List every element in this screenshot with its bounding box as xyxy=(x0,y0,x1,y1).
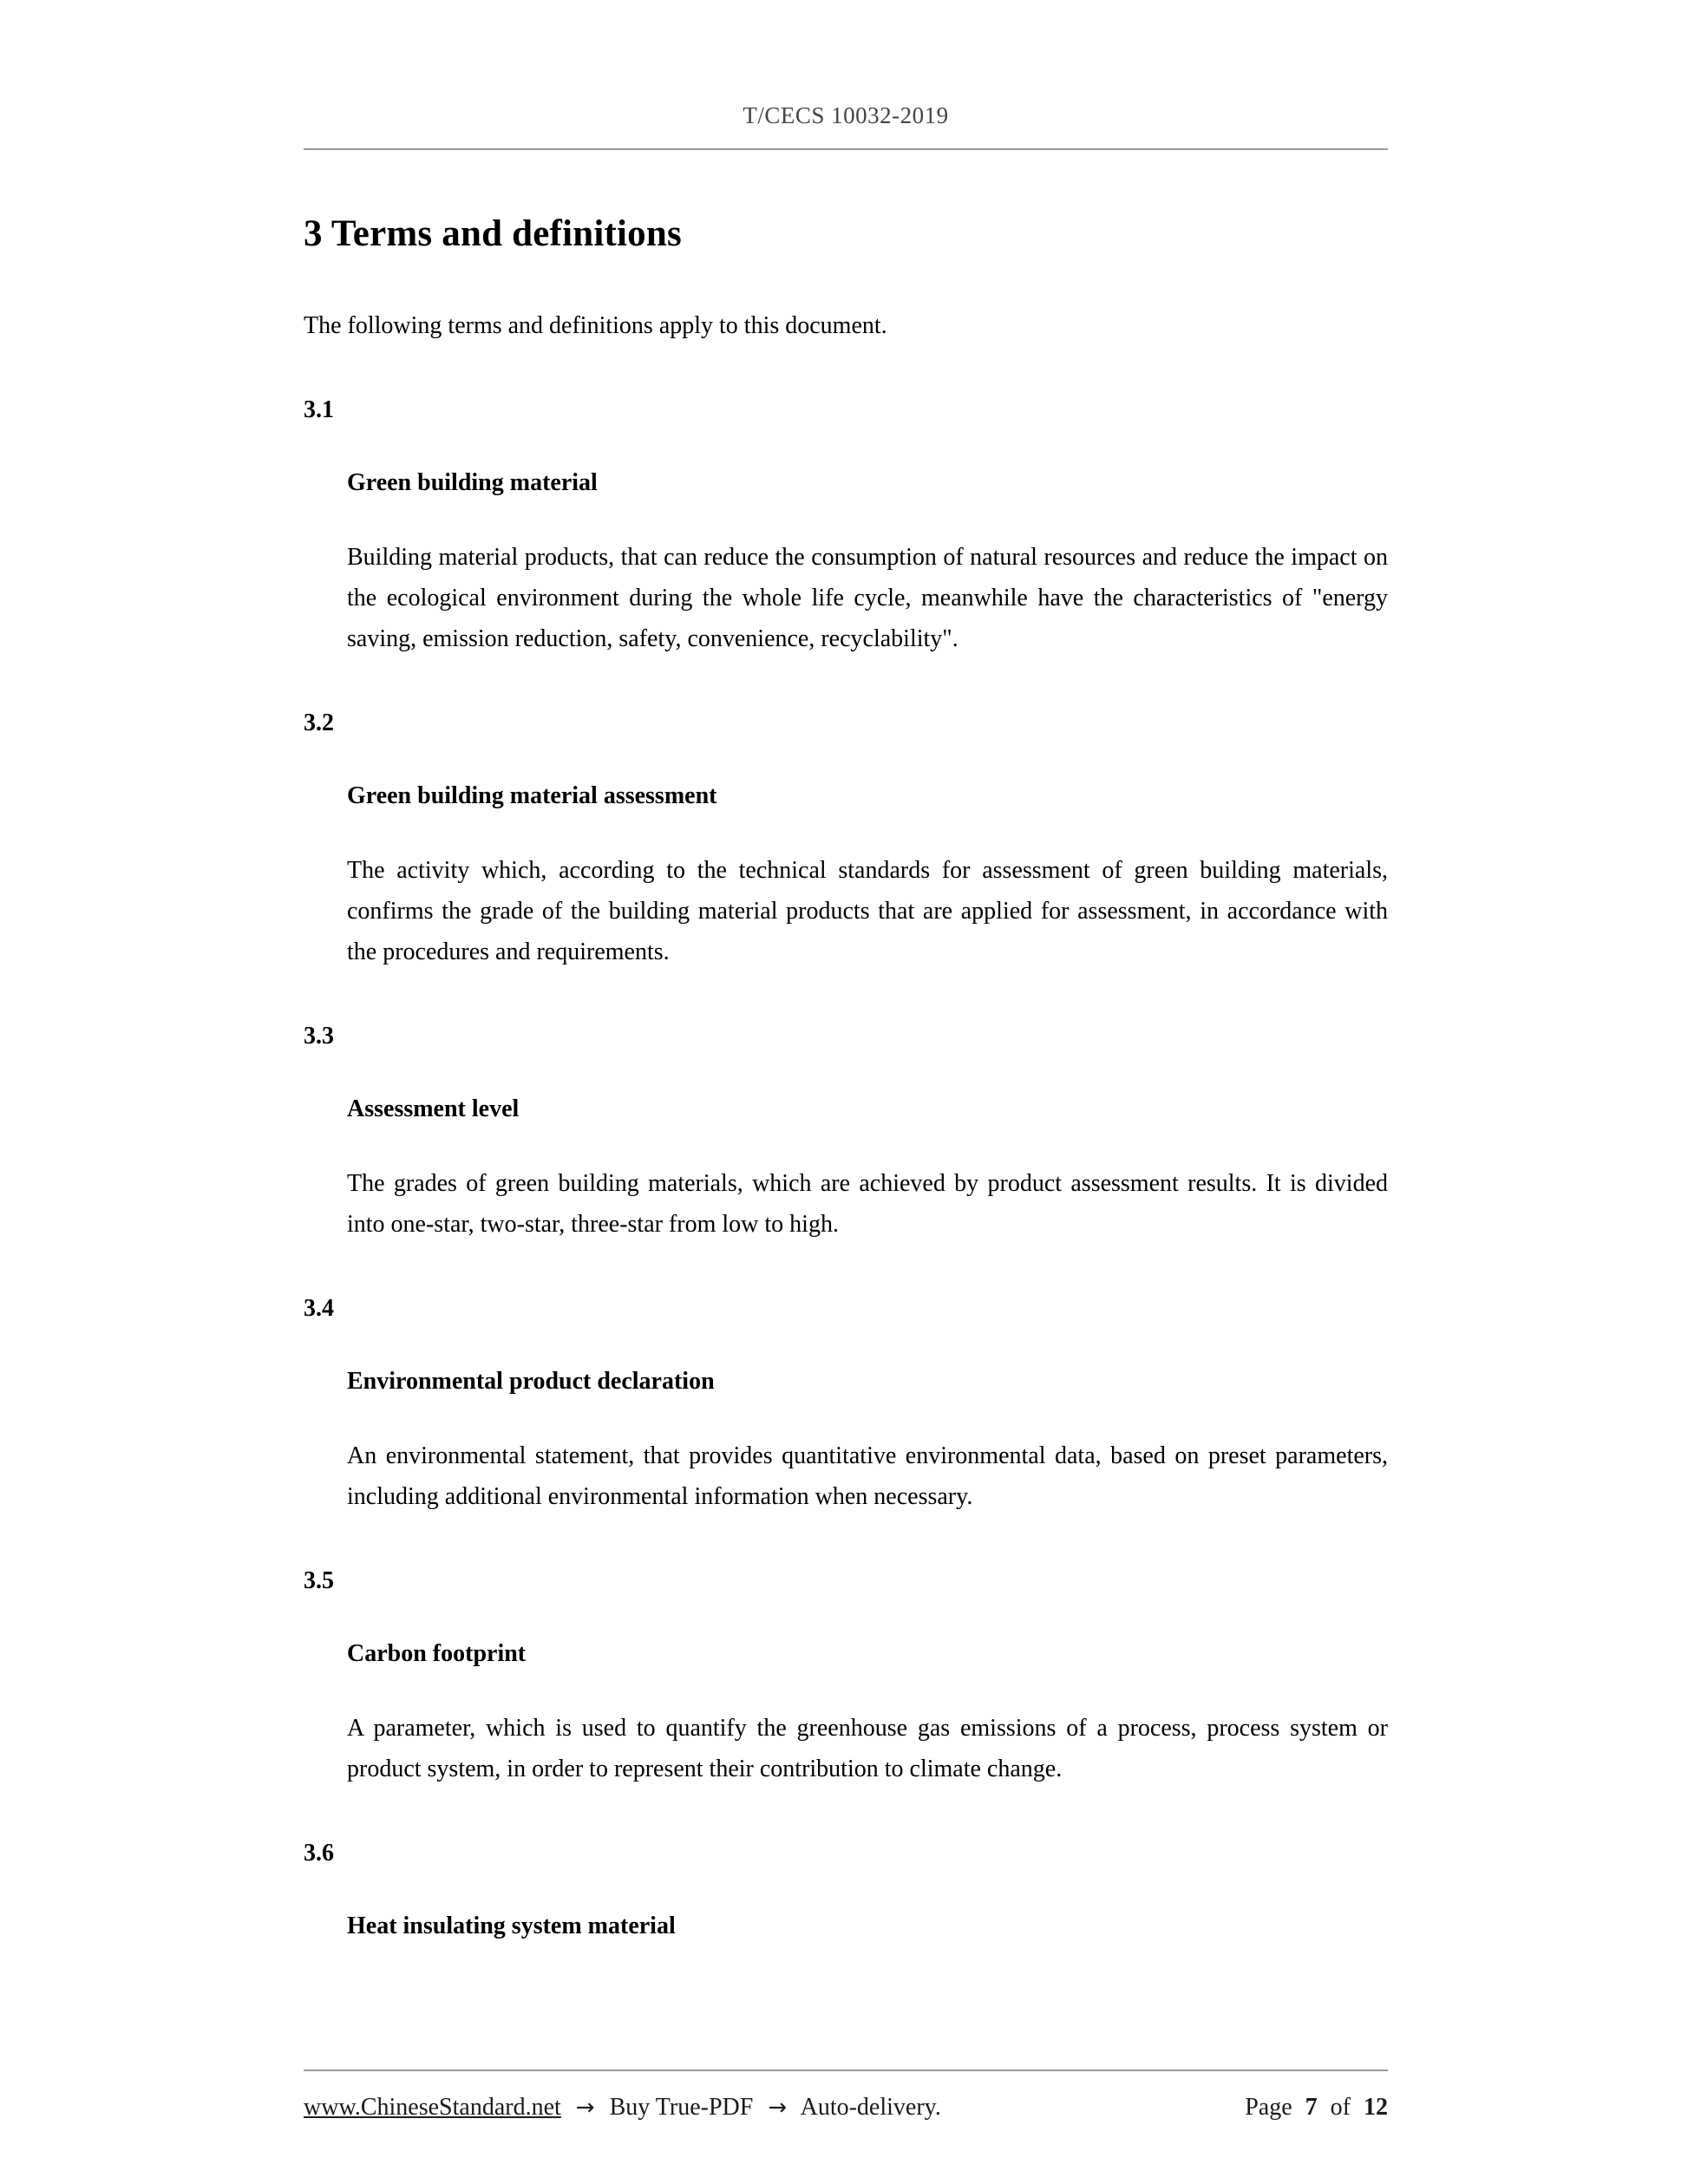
footer-delivery-text: Auto-delivery. xyxy=(800,2094,941,2121)
document-number-header: T/CECS 10032-2019 xyxy=(743,102,949,128)
section-3-1 xyxy=(304,396,1388,659)
section-number: 3.6 xyxy=(304,1840,334,1867)
section-3-5 xyxy=(304,1567,1388,1789)
term-heading: Assessment level xyxy=(347,1095,520,1122)
page-number: 7 xyxy=(1305,2094,1318,2121)
term-heading: Carbon footprint xyxy=(347,1640,527,1667)
definition-text: An environmental statement, that provides quantitative environmental data, based on preset parameters, including additional environmental information when necessary. xyxy=(347,1442,1388,1510)
section-3-4 xyxy=(304,1295,1388,1517)
footer-left xyxy=(304,2094,950,2122)
term-heading: Green building material xyxy=(347,469,598,496)
page-of-label: of xyxy=(1330,2094,1351,2121)
page-label: Page xyxy=(1245,2094,1292,2121)
definition-text: Building material products, that can reduce the consumption of natural resources and reduce the impact on the ecological environment during the whole life cycle, meanwhile have the characteristics of "energy saving, emission reduction, safety, convenience, recyclability". xyxy=(347,544,1388,652)
section-3-2 xyxy=(304,709,1388,972)
document-page xyxy=(304,0,1388,1940)
arrow-icon: → xyxy=(575,2095,595,2121)
footer-divider xyxy=(304,2070,1388,2071)
section-number: 3.1 xyxy=(304,396,334,423)
definition-text: The activity which, according to the technical standards for assessment of green building materials, confirms the grade of the building material products that are applied for assessment, in accordance with the procedures and requirements. xyxy=(347,857,1388,965)
footer-buy-text: Buy True-PDF xyxy=(609,2094,754,2121)
definition-text: A parameter, which is used to quantify the greenhouse gas emissions of a process, process system or product system, in order to represent their contribution to climate change. xyxy=(347,1715,1388,1782)
page-indicator xyxy=(1238,2094,1388,2122)
section-3-6 xyxy=(304,1840,1388,1940)
section-number: 3.4 xyxy=(304,1295,334,1322)
term-heading: Green building material assessment xyxy=(347,782,717,809)
section-number: 3.3 xyxy=(304,1023,334,1049)
arrow-icon: → xyxy=(768,2095,788,2121)
term-heading: Environmental product declaration xyxy=(347,1368,715,1395)
page-footer xyxy=(304,2070,1388,2122)
page-title: 3 Terms and definitions xyxy=(304,213,682,254)
header-divider xyxy=(304,148,1388,150)
section-number: 3.2 xyxy=(304,709,334,736)
section-number: 3.5 xyxy=(304,1567,334,1594)
page-total: 12 xyxy=(1364,2094,1388,2121)
website-link[interactable]: www.ChineseStandard.net xyxy=(304,2094,561,2121)
definition-text: The grades of green building materials, which are achieved by product assessment results. It is divided into one-star, two-star, three-star from low to high. xyxy=(347,1170,1388,1238)
section-3-3 xyxy=(304,1023,1388,1245)
term-heading: Heat insulating system material xyxy=(347,1913,676,1939)
intro-text: The following terms and definitions apply to this document. xyxy=(304,312,887,339)
